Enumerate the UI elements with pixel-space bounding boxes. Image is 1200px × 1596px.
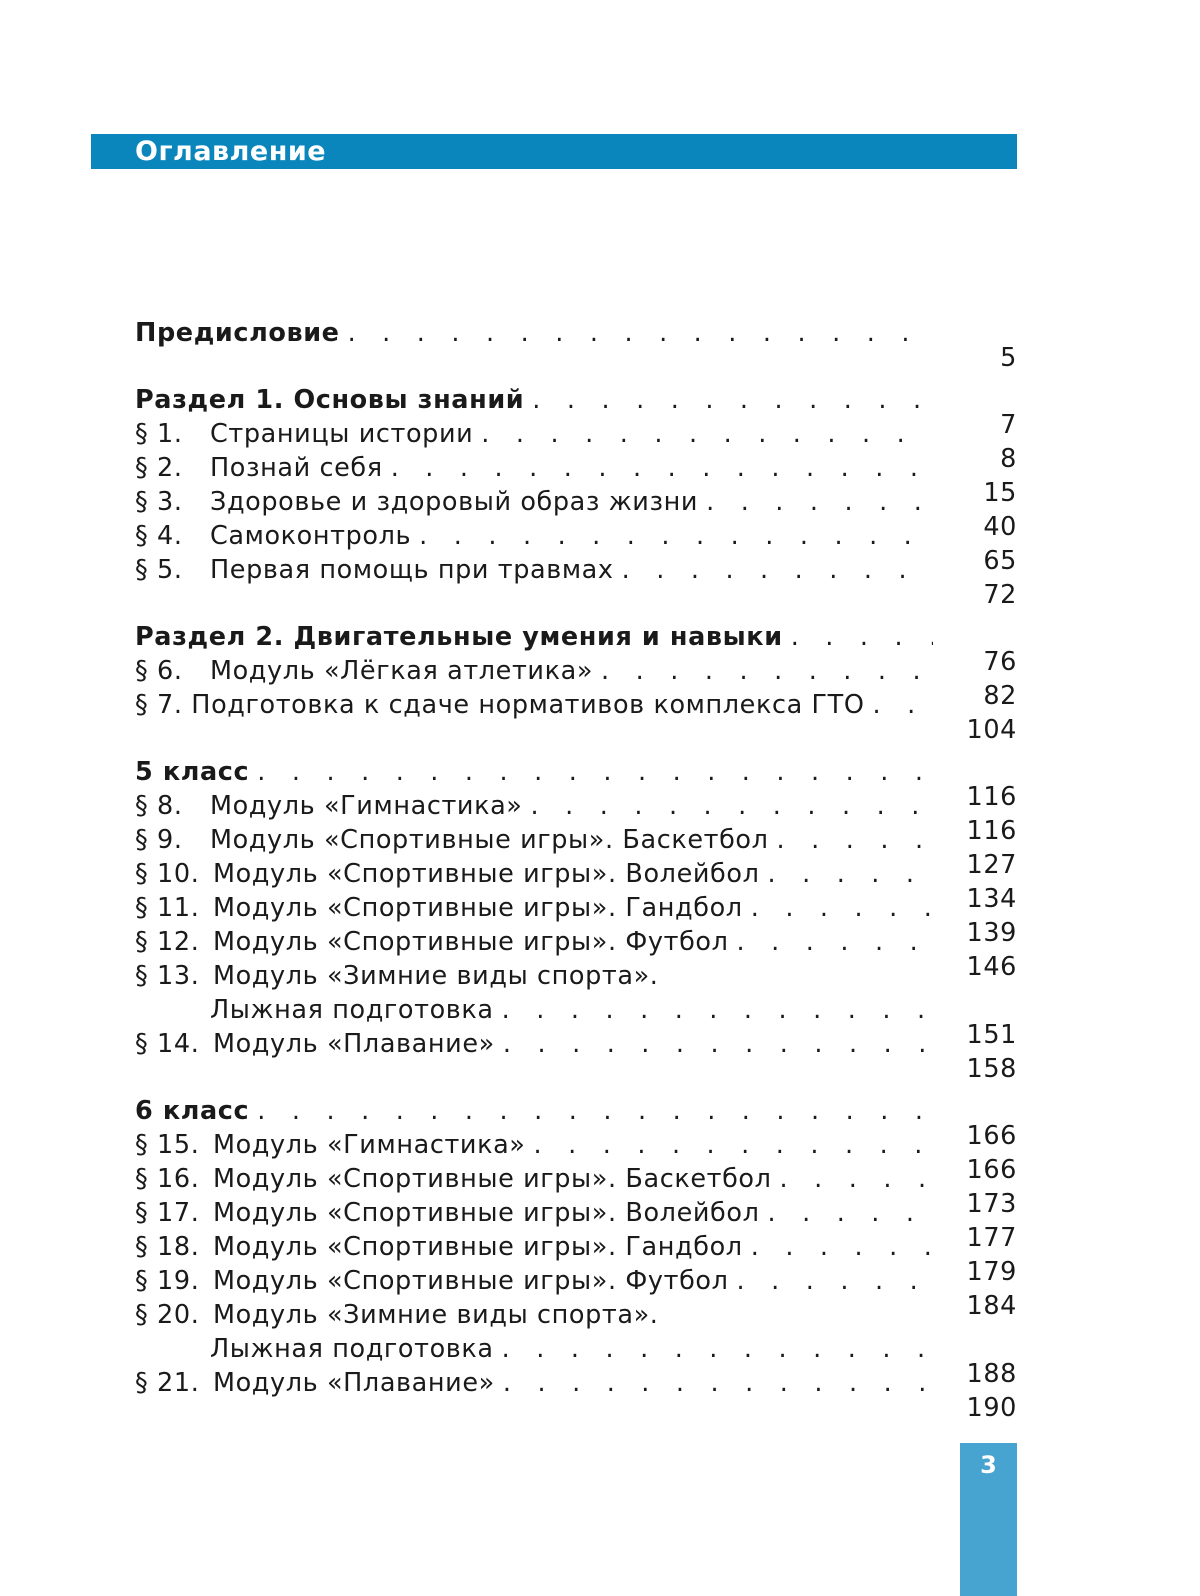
toc-entry-number: § 9. <box>135 825 183 855</box>
dot-leader <box>698 485 933 519</box>
toc-entry-title: Познай себя <box>210 453 383 483</box>
toc-entry-number: § 8. <box>135 791 183 821</box>
dot-leader <box>383 451 933 485</box>
dot-leader <box>473 417 933 451</box>
dot-leader <box>729 925 933 959</box>
toc-entry-number: § 2. <box>135 453 183 483</box>
toc-entry-page-value: 190 <box>966 1393 1017 1423</box>
dot-leader <box>759 857 933 891</box>
dot-leader <box>772 1162 934 1196</box>
toc-entry-number: § 15. <box>135 1130 200 1160</box>
dot-leader <box>769 823 934 857</box>
toc-entry-title: Модуль «Зимние виды спорта». <box>213 961 659 991</box>
toc-entry-page-value: 5 <box>1000 343 1017 373</box>
toc-entry-page-value: 139 <box>966 918 1017 948</box>
dot-leader <box>495 1366 933 1400</box>
toc-entry-number: § 10. <box>135 859 200 889</box>
toc-group <box>135 1094 1017 1423</box>
toc-entry-page-value: 184 <box>966 1291 1017 1321</box>
dot-leader <box>494 1332 933 1366</box>
toc-entry-title: Самоконтроль <box>210 521 412 551</box>
toc-entry-title: Модуль «Спортивные игры». Волейбол <box>213 859 760 889</box>
toc-entry-title: 5 класс <box>135 757 250 787</box>
toc-entry-title: Модуль «Спортивные игры». Футбол <box>213 927 729 957</box>
toc-entry-page-value: 188 <box>966 1359 1017 1389</box>
dot-leader <box>411 519 933 553</box>
toc-heading[interactable] <box>135 316 1017 373</box>
toc-entry-page-value: 65 <box>983 546 1017 576</box>
dot-leader <box>783 620 933 654</box>
toc-entry-title: Страницы истории <box>210 419 474 449</box>
toc-entry-page-value: 179 <box>966 1257 1017 1287</box>
page-title: Оглавление <box>135 136 327 167</box>
dot-leader <box>743 891 933 925</box>
toc-entry-title: Здоровье и здоровый образ жизни <box>210 487 699 517</box>
dot-leader <box>495 1027 933 1061</box>
toc-entry-page-value: 116 <box>966 782 1017 812</box>
toc-entry-page-value: 158 <box>966 1054 1017 1084</box>
toc-entry-number: § 21. <box>135 1368 200 1398</box>
toc-entry[interactable] <box>135 553 1017 610</box>
dot-leader <box>593 654 933 688</box>
toc-entry-title: Модуль «Спортивные игры». Волейбол <box>213 1198 760 1228</box>
toc-entry-title: Модуль «Плавание» <box>213 1368 495 1398</box>
toc-entry-number: § 11. <box>135 893 200 923</box>
toc-entry-number: § 13. <box>135 961 200 991</box>
toc-entry-number: § 3. <box>135 487 183 517</box>
toc-entry-number: § 6. <box>135 656 183 686</box>
toc-entry-page-value: 177 <box>966 1223 1017 1253</box>
toc-entry-page-value: 166 <box>966 1121 1017 1151</box>
toc-entry-number: § 16. <box>135 1164 200 1194</box>
toc-entry-title: Модуль «Спортивные игры». Футбол <box>213 1266 729 1296</box>
toc-entry-page-value: 104 <box>966 715 1017 745</box>
dot-leader <box>524 383 933 417</box>
toc-entry-page-value: 82 <box>983 681 1017 711</box>
toc-entry-number: § 18. <box>135 1232 200 1262</box>
toc-entry-title: 6 класс <box>135 1096 250 1126</box>
toc-entry-title: Модуль «Зимние виды спорта». <box>213 1300 659 1330</box>
toc-entry-title: Модуль «Спортивные игры». Баскетбол <box>210 825 769 855</box>
toc-entry-title: § 7. Подготовка к сдаче нормативов комплекса ГТО <box>135 690 865 720</box>
toc-entry[interactable] <box>135 1027 1017 1084</box>
toc-entry[interactable] <box>135 1366 1017 1423</box>
page-number-badge <box>960 1443 1017 1596</box>
toc-entry-page-value: 116 <box>966 816 1017 846</box>
dot-leader <box>523 789 934 823</box>
toc-entry-number: § 12. <box>135 927 200 957</box>
toc-entry-title: Модуль «Спортивные игры». Баскетбол <box>213 1164 772 1194</box>
toc-entry-page-value: 146 <box>966 952 1017 982</box>
dot-leader <box>759 1196 933 1230</box>
toc-entry-title: Раздел 1. Основы знаний <box>135 385 525 415</box>
toc-entry-title: Модуль «Лёгкая атлетика» <box>210 656 594 686</box>
dot-leader <box>494 993 933 1027</box>
toc-entry[interactable] <box>135 959 1017 993</box>
page-number: 3 <box>980 1451 997 1479</box>
toc-entry-title: Модуль «Гимнастика» <box>213 1130 526 1160</box>
toc-entry-page-value: 40 <box>983 512 1017 542</box>
toc-entry-title: Первая помощь при травмах <box>210 555 614 585</box>
table-of-contents <box>135 316 1017 1433</box>
toc-entry-title: Модуль «Спортивные игры». Гандбол <box>213 893 743 923</box>
toc-group <box>135 755 1017 1084</box>
toc-entry-page-value: 151 <box>966 1020 1017 1050</box>
toc-entry-title: Лыжная подготовка <box>210 995 494 1025</box>
toc-entry-number: § 1. <box>135 419 183 449</box>
toc-entry[interactable] <box>135 688 1017 745</box>
toc-entry-page-value: 15 <box>983 478 1017 508</box>
toc-entry-page-value: 8 <box>1000 444 1017 474</box>
dot-leader <box>614 553 933 587</box>
toc-entry-number: § 5. <box>135 555 183 585</box>
toc-group <box>135 383 1017 610</box>
toc-entry-title: Модуль «Плавание» <box>213 1029 495 1059</box>
toc-entry-page-value: 7 <box>1000 410 1017 440</box>
toc-entry-number: § 19. <box>135 1266 200 1296</box>
toc-group <box>135 620 1017 745</box>
dot-leader <box>249 755 933 789</box>
dot-leader <box>729 1264 933 1298</box>
dot-leader <box>340 316 933 350</box>
toc-entry-number: § 17. <box>135 1198 200 1228</box>
toc-entry-title: Предисловие <box>135 318 340 348</box>
toc-entry-number: § 4. <box>135 521 183 551</box>
toc-entry-title: Раздел 2. Двигательные умения и навыки <box>135 622 783 652</box>
dot-leader <box>865 688 933 722</box>
dot-leader <box>249 1094 933 1128</box>
toc-entry-page-value: 173 <box>966 1189 1017 1219</box>
toc-entry-page-value: 166 <box>966 1155 1017 1185</box>
toc-entry-page-value: 127 <box>966 850 1017 880</box>
toc-entry[interactable] <box>135 1298 1017 1332</box>
dot-leader <box>743 1230 933 1264</box>
toc-entry-title: Модуль «Гимнастика» <box>210 791 523 821</box>
toc-entry-page-value: 72 <box>983 580 1017 610</box>
toc-entry-title: Лыжная подготовка <box>210 1334 494 1364</box>
toc-entry-title: Модуль «Спортивные игры». Гандбол <box>213 1232 743 1262</box>
dot-leader <box>526 1128 934 1162</box>
toc-group <box>135 316 1017 373</box>
toc-entry-page-value: 134 <box>966 884 1017 914</box>
toc-entry-number: § 14. <box>135 1029 200 1059</box>
toc-entry-number: § 20. <box>135 1300 200 1330</box>
header-bar <box>91 134 1017 169</box>
toc-entry-page-value: 76 <box>983 647 1017 677</box>
